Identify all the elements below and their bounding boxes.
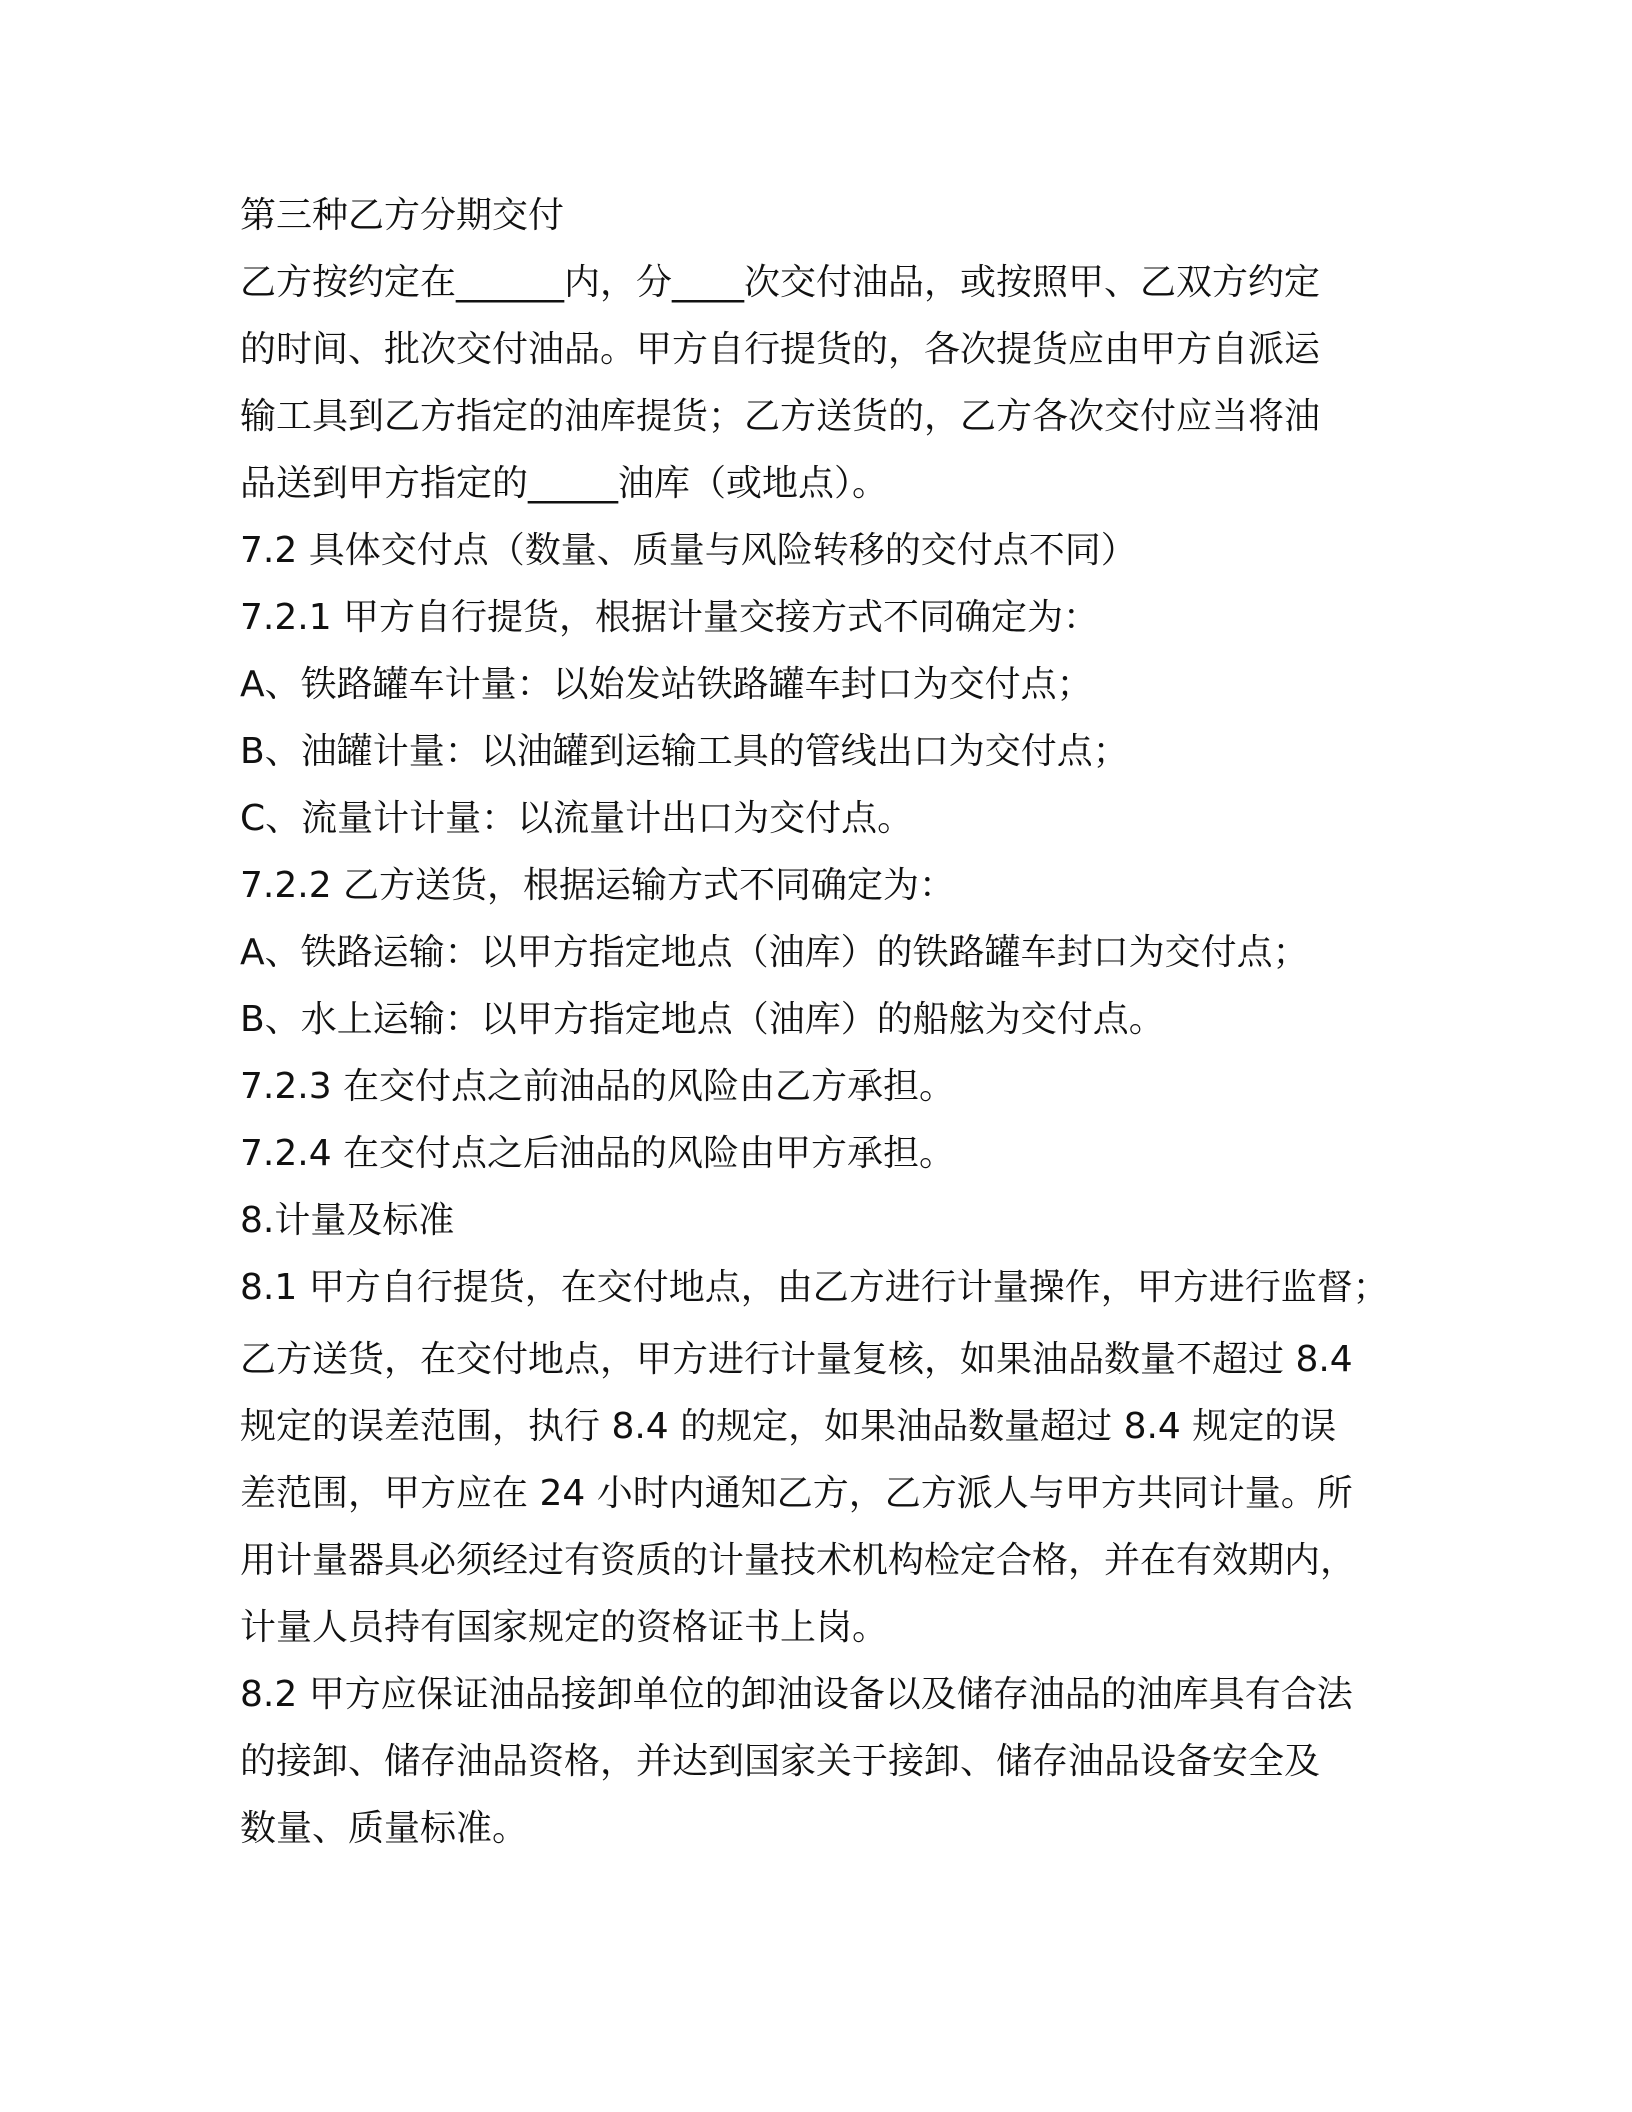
paragraph-line: 的时间、批次交付油品。甲方自行提货的，各次提货应由甲方自派运: [240, 329, 1321, 370]
clause-8-1: 8.1 甲方自行提货，在交付地点，由乙方进行计量操作，甲方进行监督；: [240, 1267, 1389, 1308]
section-8-heading: 8.计量及标准: [240, 1200, 455, 1241]
clause-7-2-1: 7.2.1 甲方自行提货，根据计量交接方式不同确定为：: [240, 597, 1100, 638]
paragraph-line: 数量、质量标准。: [240, 1808, 529, 1849]
list-item: A、铁路罐车计量：以始发站铁路罐车封口为交付点；: [240, 664, 1093, 705]
clause-7-2-2: 7.2.2 乙方送货，根据运输方式不同确定为：: [240, 865, 956, 906]
paragraph-line: 用计量器具必须经过有资质的计量技术机构检定合格，并在有效期内，: [240, 1540, 1357, 1581]
list-item: B、油罐计量：以油罐到运输工具的管线出口为交付点；: [240, 731, 1129, 772]
clause-7-2-3: 7.2.3 在交付点之前油品的风险由乙方承担。: [240, 1066, 956, 1107]
paragraph-line: 的接卸、储存油品资格，并达到国家关于接卸、储存油品设备安全及: [240, 1741, 1321, 1782]
paragraph-line: 计量人员持有国家规定的资格证书上岗。: [240, 1607, 889, 1648]
paragraph-line: 乙方按约定在______内，分____次交付油品，或按照甲、乙双方约定: [240, 262, 1321, 303]
section-heading-installment-delivery: 第三种乙方分期交付: [240, 195, 565, 236]
list-item: B、水上运输：以甲方指定地点（油库）的船舷为交付点。: [240, 999, 1165, 1040]
paragraph-line: 差范围，甲方应在 24 小时内通知乙方，乙方派人与甲方共同计量。所: [240, 1473, 1353, 1514]
clause-7-2-4: 7.2.4 在交付点之后油品的风险由甲方承担。: [240, 1133, 956, 1174]
list-item: C、流量计计量：以流量计出口为交付点。: [240, 798, 914, 839]
paragraph-line: 规定的误差范围，执行 8.4 的规定，如果油品数量超过 8.4 规定的误: [240, 1406, 1337, 1447]
paragraph-line: 输工具到乙方指定的油库提货；乙方送货的，乙方各次交付应当将油: [240, 396, 1321, 437]
clause-8-2: 8.2 甲方应保证油品接卸单位的卸油设备以及储存油品的油库具有合法: [240, 1674, 1353, 1715]
paragraph-line: 乙方送货，在交付地点，甲方进行计量复核，如果油品数量不超过 8.4: [240, 1339, 1353, 1380]
list-item: A、铁路运输：以甲方指定地点（油库）的铁路罐车封口为交付点；: [240, 932, 1309, 973]
clause-7-2-heading: 7.2 具体交付点（数量、质量与风险转移的交付点不同）: [240, 530, 1137, 571]
paragraph-line: 品送到甲方指定的_____油库（或地点）。: [240, 463, 889, 504]
